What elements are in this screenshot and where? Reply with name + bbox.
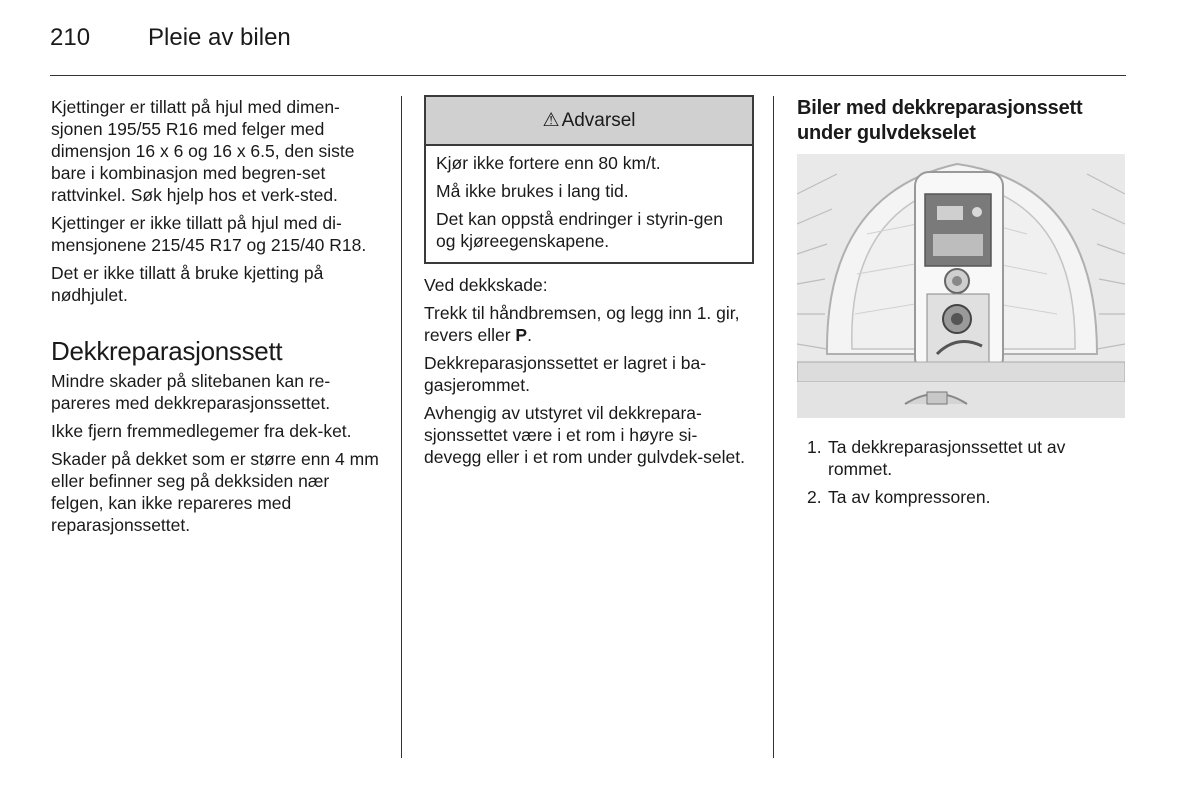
warning-line: Det kan oppstå endringer i styrin-gen og kjøreegenskapene. bbox=[436, 209, 723, 251]
step-text: Ta av kompressoren. bbox=[828, 487, 991, 507]
step-number: 2. bbox=[807, 487, 822, 507]
paragraph-storage: Dekkreparasjonssettet er lagret i ba-gasjerommet. bbox=[424, 353, 707, 395]
paragraph-chains-allowed: Kjettinger er tillatt på hjul med dimen-sjonen 195/55 R16 med felger med dimensjon 16 x 6 og 16 x 6.5, den siste bare i kombinasjon med begren-set rattvinkel. Søk hjelp hos et verk-sted. bbox=[51, 97, 355, 205]
warning-line: Må ikke brukes i lang tid. bbox=[436, 181, 629, 201]
column-divider-2 bbox=[773, 96, 774, 758]
paragraph-spare-wheel: Det er ikke tillatt å bruke kjetting på nødhjulet. bbox=[51, 263, 324, 305]
steps-list bbox=[797, 436, 1127, 508]
trunk-illustration bbox=[797, 154, 1125, 418]
subsection-heading: Biler med dekkreparasjonssett under gulvdekselet bbox=[797, 97, 1083, 144]
paragraph-depending-equipment: Avhengig av utstyret vil dekkrepara-sjonssettet være i et rom i høyre si-devegg eller i et rom under gulvdek-selet. bbox=[424, 403, 746, 467]
column-2 bbox=[424, 95, 754, 474]
list-item bbox=[797, 436, 1127, 480]
paragraph-handbrake bbox=[424, 302, 754, 346]
paragraph-chains-not-allowed: Kjettinger er ikke tillatt på hjul med di-mensjonene 215/45 R17 og 215/40 R18. bbox=[51, 213, 367, 255]
paragraph-tyre-damage: Ved dekkskade: bbox=[424, 275, 548, 295]
warning-header bbox=[426, 97, 752, 146]
step-number: 1. bbox=[807, 437, 822, 457]
handbrake-text: Trekk til håndbremsen, og legg inn 1. gir, revers eller bbox=[424, 303, 740, 345]
handbrake-text-end: . bbox=[527, 325, 532, 345]
page-number: 210 bbox=[50, 24, 91, 51]
warning-triangle-icon: ⚠ bbox=[542, 109, 560, 131]
gear-p: P bbox=[515, 325, 528, 345]
column-1 bbox=[51, 96, 386, 542]
warning-box bbox=[424, 95, 754, 264]
step-text: Ta dekkreparasjonssettet ut av rommet. bbox=[828, 437, 1066, 479]
column-divider-1 bbox=[401, 96, 402, 758]
warning-line: Kjør ikke fortere enn 80 km/t. bbox=[436, 153, 661, 173]
paragraph-large-damage: Skader på dekket som er større enn 4 mm eller befinner seg på dekksiden nær felgen, kan ikke repareres med reparasjonssettet. bbox=[51, 449, 379, 535]
trunk-drawing bbox=[797, 154, 1125, 418]
chapter-title: Pleie av bilen bbox=[148, 24, 291, 51]
list-item bbox=[797, 486, 1127, 508]
column-3 bbox=[797, 96, 1127, 514]
paragraph-minor-damage: Mindre skader på slitebanen kan re-pareres med dekkreparasjonssettet. bbox=[51, 371, 331, 413]
paragraph-foreign-objects: Ikke fjern fremmedlegemer fra dek-ket. bbox=[51, 421, 352, 441]
warning-title: Advarsel bbox=[561, 109, 636, 131]
header-rule bbox=[50, 75, 1126, 76]
section-heading: Dekkreparasjonssett bbox=[51, 336, 283, 366]
warning-body bbox=[426, 146, 752, 262]
